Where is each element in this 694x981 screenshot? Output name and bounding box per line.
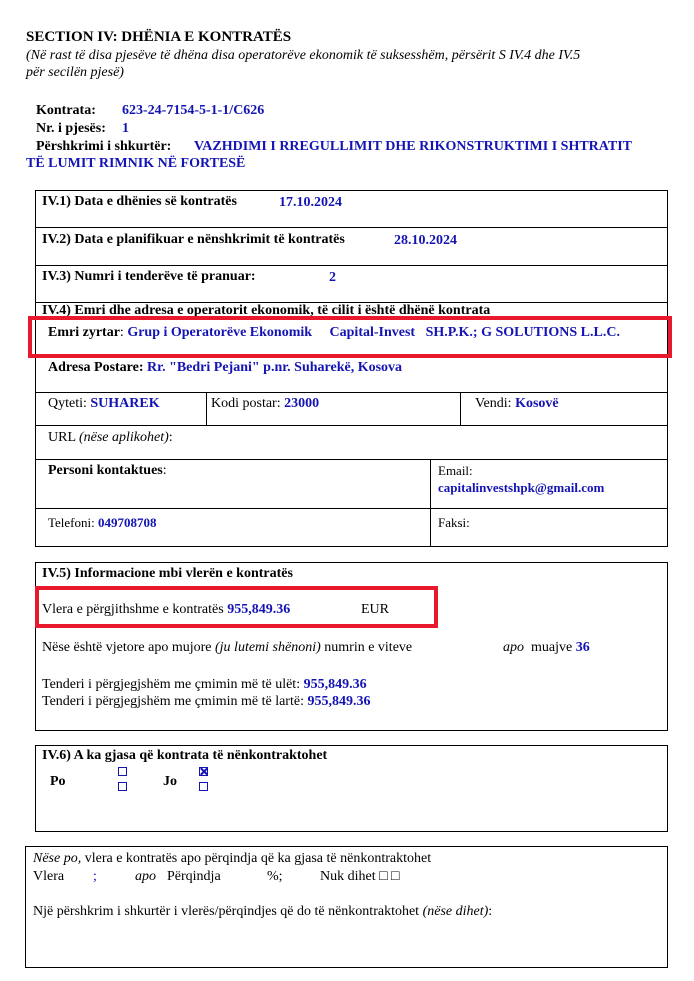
iv1-value: 17.10.2024	[279, 195, 342, 210]
ulet-value: 955,849.36	[303, 677, 367, 692]
iv3-value: 2	[329, 270, 336, 285]
po-label: Po	[50, 774, 66, 789]
ulet-label: Tenderi i përgjegjshëm me çmimin më të ulët:	[42, 677, 301, 692]
iv4-label: IV.4) Emri dhe adresa e operatorit ekonomik, të cilit i është dhënë kontrata	[42, 303, 491, 317]
iv2-value: 28.10.2024	[394, 233, 457, 248]
emri-zyrtar-row: Emri zyrtar: Grup i Operatorëve Ekonomik Capital-Invest SH.P.K.; G SOLUTIONS L.L.C.	[48, 325, 620, 340]
telefoni-value: 049708708	[98, 515, 157, 530]
muajve-value: 36	[575, 640, 590, 655]
jo-label: Jo	[163, 774, 177, 789]
jo-checkbox-checked[interactable]	[199, 767, 208, 776]
pershkrimi-value-line1: VAZHDIMI I RREGULLIMIT DHE RIKONSTRUKTIMI I SHTRATIT	[194, 139, 632, 154]
pershkrimi-label: Përshkrimi i shkurtër:	[36, 139, 172, 154]
kodi-row	[211, 396, 319, 412]
po-checkbox[interactable]	[118, 782, 127, 791]
larte-row	[42, 694, 370, 710]
email-value: capitalinvestshpk@gmail.com	[438, 480, 605, 495]
po-checkbox-top[interactable]	[118, 767, 127, 776]
personi-row: Personi kontaktues:	[48, 463, 167, 478]
email-label: Email:	[438, 463, 473, 478]
iv2-label: IV.2) Data e planifikuar e nënshkrimit të kontratës	[42, 232, 345, 247]
vendi-row	[475, 396, 559, 412]
vendi-value: Kosovë	[515, 396, 559, 411]
highlight-emri-zyrtar	[28, 316, 672, 358]
sub-vlera: Vlera	[33, 869, 65, 884]
vlera-label: Vlera e përgjithshme e kontratës	[42, 602, 224, 617]
pjeses-value: 1	[122, 121, 129, 136]
sub-perqindja: Përqindja	[167, 869, 221, 884]
section-subtitle-line1: (Në rast të disa pjesëve të dhëna disa operatorëve ekonomik të suksesshëm, përsërit S IV.4 dhe IV.5	[26, 48, 581, 63]
sub-pershkrim: Një përshkrim i shkurtër i vlerës/përqindjes që do të nënkontraktohet	[33, 904, 420, 919]
muajve-row	[531, 640, 590, 656]
section-title: SECTION IV: DHËNIA E KONTRATËS	[26, 29, 292, 45]
vjetore-note: (ju lutemi shënoni)	[215, 640, 321, 655]
sub-colon: :	[488, 904, 493, 919]
sub-line1-rest: vlera e kontratës apo përqindja që ka gjasa të nënkontraktohet	[84, 851, 432, 866]
faksi-label: Faksi:	[438, 515, 470, 530]
vjetore-text1: Nëse është vjetore apo mujore	[42, 640, 212, 655]
iv6-label: IV.6) A ka gjasa që kontrata të nënkontraktohet	[42, 748, 328, 763]
url-label: URL	[48, 430, 76, 445]
telefoni-label: Telefoni:	[48, 515, 95, 530]
sub-semicolon: ;	[93, 869, 97, 884]
ulet-row	[42, 677, 367, 693]
vjetore-text2: numrin e viteve	[324, 640, 413, 655]
adresa-value: Rr. "Bedri Pejani" p.nr. Suharekë, Kosova	[147, 360, 403, 375]
iv1-label: IV.1) Data e dhënies së kontratës	[42, 194, 237, 209]
highlight-vlera	[35, 586, 438, 628]
sub-nuk-dihet: Nuk dihet □ □	[320, 869, 400, 884]
jo-checkbox[interactable]	[199, 782, 208, 791]
sub-apo: apo	[135, 869, 156, 884]
sub-line1	[33, 851, 431, 867]
pjeses-label: Nr. i pjesës:	[36, 121, 106, 136]
sub-pershkrim-note: (nëse dihet)	[422, 904, 489, 919]
sub-percent: %;	[267, 869, 283, 884]
vlera-value: 955,849.36	[227, 602, 291, 617]
vjetore-row	[42, 640, 412, 656]
qyteti-row	[48, 396, 160, 412]
kontrata-value: 623-24-7154-5-1-1/C626	[122, 103, 265, 118]
sub-line1-italic: Nëse po,	[33, 851, 82, 866]
personi-label: Personi kontaktues	[48, 463, 163, 478]
vendi-label: Vendi:	[475, 396, 512, 411]
adresa-row: Adresa Postare: Rr. "Bedri Pejani" p.nr. Suharekë, Kosova	[48, 360, 403, 375]
iv3-label: IV.3) Numri i tenderëve të pranuar:	[42, 269, 256, 284]
larte-label: Tenderi i përgjegjshëm me çmimin më të lartë:	[42, 694, 304, 709]
currency: EUR	[361, 602, 389, 617]
pershkrimi-value-line2: TË LUMIT RIMNIK NË FORTESË	[26, 156, 246, 171]
adresa-label: Adresa Postare	[48, 360, 139, 375]
muajve-label: muajve	[531, 640, 573, 655]
sub-pershkrim-row	[33, 904, 492, 920]
qyteti-label: Qyteti:	[48, 396, 87, 411]
telefoni-row	[48, 515, 157, 531]
kodi-label: Kodi postar:	[211, 396, 281, 411]
vjetore-apo: apo	[503, 640, 524, 655]
url-note: (nëse aplikohet)	[78, 430, 169, 445]
url-row: URL (nëse aplikohet):	[48, 430, 173, 445]
larte-value: 955,849.36	[307, 694, 371, 709]
kodi-value: 23000	[284, 396, 320, 411]
emri-label: Emri zyrtar	[48, 325, 120, 340]
iv5-label: IV.5) Informacione mbi vlerën e kontratës	[42, 566, 293, 581]
kontrata-label: Kontrata:	[36, 103, 96, 118]
emri-value: Grup i Operatorëve Ekonomik Capital-Invest SH.P.K.; G SOLUTIONS L.L.C.	[127, 325, 620, 340]
qyteti-value: SUHAREK	[90, 396, 160, 411]
section-subtitle-line2: për secilën pjesë)	[26, 65, 124, 80]
